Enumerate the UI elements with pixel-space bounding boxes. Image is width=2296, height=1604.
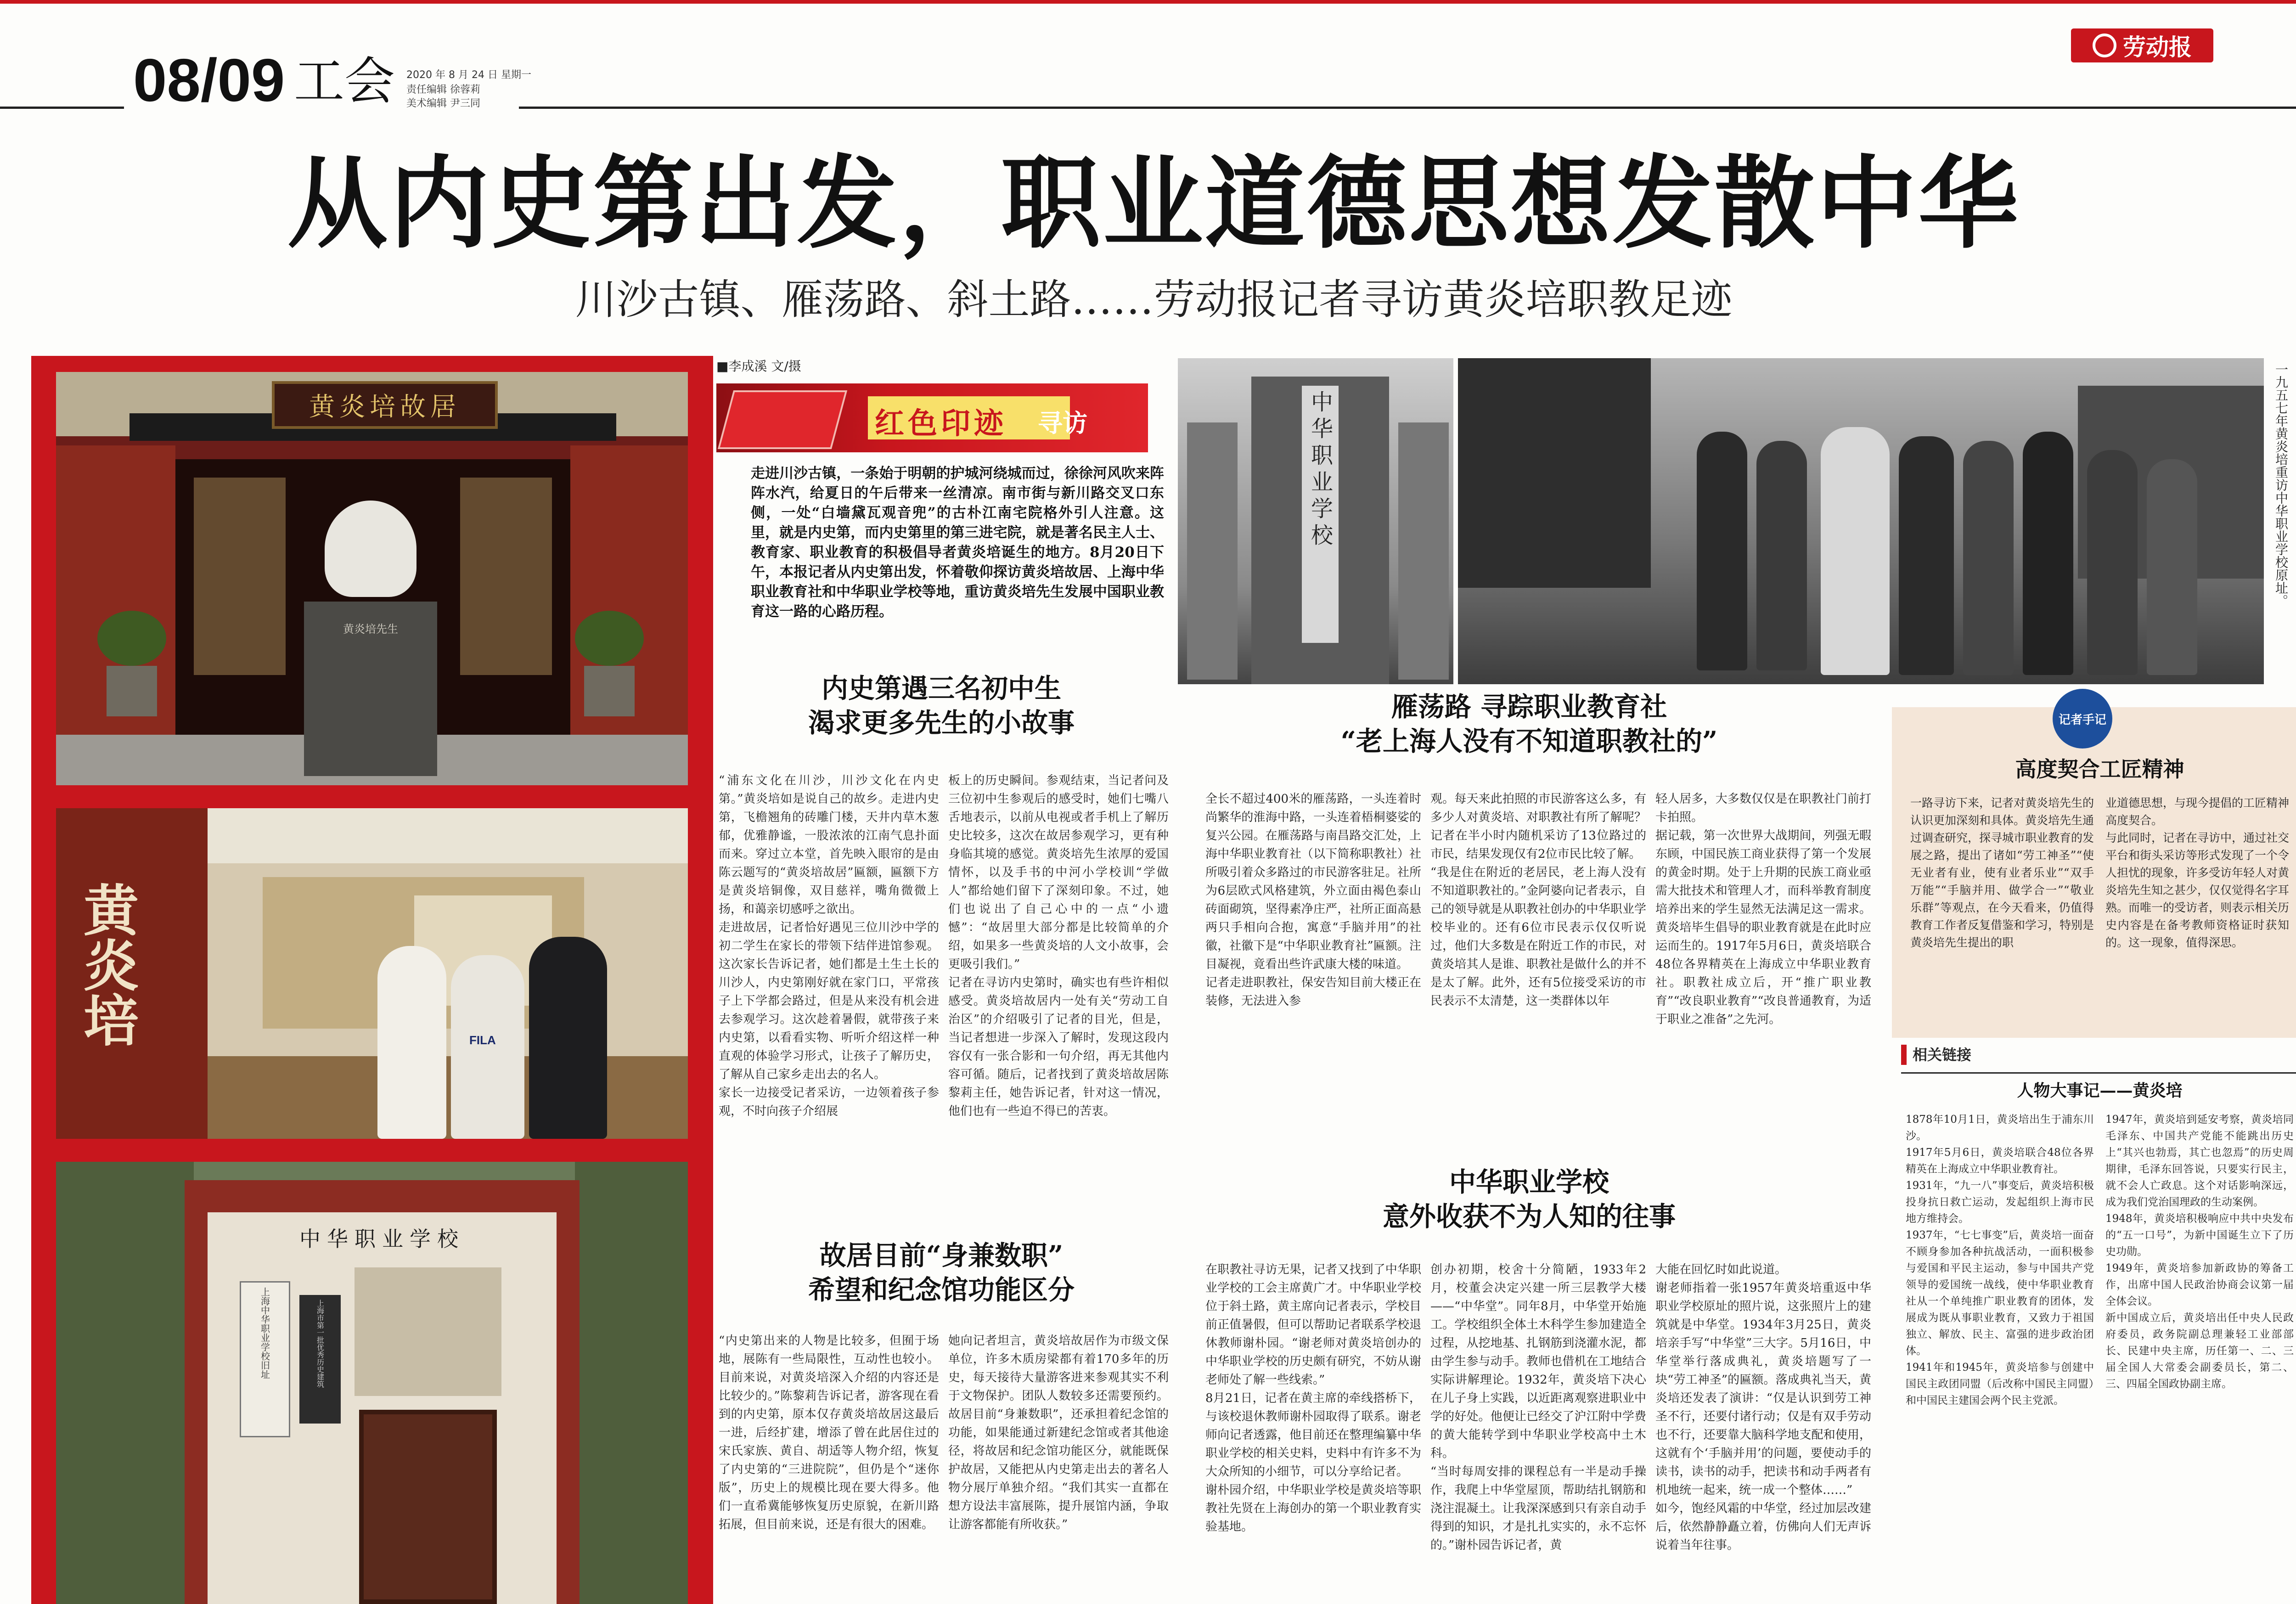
main-headline: 从内史第出发，职业道德思想发散中华 [287,145,2020,262]
bust-pedestal: 黄炎培先生 [304,602,437,776]
section2-column-1: “内史第出来的人物是比较多，但囿于场地，展陈有一些局限性，互动性也较小。目前来说，对黄炎培深入介绍的内容还是比较少的。”陈黎莉告诉记者，游客现在看到的内史第，原本仅存黄炎培故居这最后一进，后经扩建，增添了曾在此居住过的宋氏家族、黄自、胡适等人物介绍，恢复了内史第的“三进院院”，但仍是个“迷你版”，历史上的规模比现在要大得多。他们一直希冀能够恢复历史原貌，在新川路拓展，但目前来说，还是有很大的困难。 [719,1334,939,1531]
section3-title-2: “老上海人没有不知道职教社的” [1340,726,1718,757]
header-rule-left [0,107,124,109]
section4-column-3: 大能在回忆时如此说道。 谢老师指着一张1957年黄炎培重返中华职业学校原址的照片说，这张照片上的建筑就是中华堂。1934年3月25日，黄炎培亲手写“中华堂”三大字。5月16日，中华堂举行落成典礼，黄炎培题写了一块“劳工神圣”的匾额。落成典礼当天，黄炎培还发表了演讲：“仅是认识到劳工神圣不行，还要付诸行动；仅是有双手劳动也不行，还要靠大脑科学地支配和使用，这就有个‘手脑并用’的问题，要使动手的读书，读书的动手，把读书和动手两者有机地统一起来，统一成一个整体……” 如今，饱经风霜的中华堂，经过加层改建后，依然静静矗立着，仿佛向人们无声诉说着当年往事。 [1655,1263,1871,1552]
logo-icon [2093,34,2116,57]
student-2: FILA [451,955,524,1139]
reporter-note-title: 高度契合工匠精神 [2015,757,2184,782]
reporter-note-badge: 记者手记 [2053,689,2112,749]
related-link-bar [1901,1045,1907,1065]
photo-exhibition-students [56,808,688,1139]
crowd-figure [1697,432,1747,670]
photo-1957-visit-bw [1458,358,2264,684]
badge-flag-icon [718,390,847,449]
byline: ■李成溪 文/摄 [716,359,801,374]
reporter-note-col-1: 一路寻访下来，记者对黄炎培先生的认识更加深刻和具体。黄炎培先生通过调查研究，探寻城市职业教育的发展之路，提出了诸如“劳工神圣”“使无业者有业，使有业者乐业”“双手万能”“手脑并用、做学合一”“敬业乐群”等观点，在今天看来，仍值得教育工作者反复借鉴和学习，特别是黄炎培先生提出的职 [1910,796,2094,949]
bonsai-left [97,611,166,666]
crowd-figure [2147,459,2197,675]
photo-residence-gate [56,372,688,785]
header-rule-right [519,107,2296,109]
section3-column-1: 全长不超过400米的雁荡路，一头连着时尚繁华的淮海中路，一头连着梧桐婆娑的复兴公园。在雁荡路与南昌路交汇处，上海中华职业教育社（以下简称职教社）社所吸引着众多路过的市民游客驻足。社所为6层欧式风格建筑，外立面由褐色泰山砖面砌筑，坚得素净庄严，社所正面高悬两只手相向合抱，寓意“手脑并用”的社徽，社徽下是“中华职业教育社”匾额。注目凝视，竟看出些许武康大楼的味道。 记者走进职教社，保安告知目前大楼正在装修，无法进入参 [1205,792,1421,1008]
crowd-figure [2087,450,2138,675]
column-badge: 红色印迹 寻访 [716,383,1148,452]
logo-text: 劳动报 [2123,34,2192,61]
crowd-figure [1963,441,2014,675]
photo-caption-1957: 一九五七年黄炎培重访中华职业学校原址。 [2273,363,2289,607]
bw-school-sign: 中华职业学校 [1302,386,1339,643]
photo-school-building [56,1162,688,1604]
crowd-figure [1821,427,1890,675]
section2-column-2: 她向记者坦言，黄炎培故居作为市级文保单位，许多木质房梁都有着170多年的历史，每天接待大量游客进来参观其实不利于文物保护。团队人数较多还需要预约。故居目前“身兼数职”，还承担着纪念馆的功能，如果能通过新建纪念馆或者其他途径，将故居和纪念馆功能区分，就能既保护故居，又能把从内史第走出去的著名人物分展厅单独介绍。“我们其实一直都在想方设法丰富展陈，提升展馆内涵，争取让游客都能有所收获。” [948,1334,1169,1531]
school-sign: 中华职业学校 [299,1227,465,1251]
heritage-plaque-1: 上海中华职业学校旧址 [240,1281,290,1437]
section1-column-2: 板上的历史瞬间。参观结束，当记者问及三位初中生参观后的感受时，她们七嘴八舌地表示，以前从电视或者手机上了解历史比较多，这次在故居参观学习，更有种身临其境的感觉。黄炎培先生浓厚的爱国情怀，以及手书的中河小学校训“学做人”都给她们留下了深刻印象。不过，她们也说出了自己心中的一点“小遗憾”：“故居里大部分都是比较简单的介绍，如果多一些黄炎培的人文小故事，会更吸引我们。” 记者在寻访内史第时，确实也有些许相似感受。黄炎培故居内一处有关“劳动工自治区”的介绍吸引了记者的目光，但是，当记者想进一步深入了解时，发现这段内容仅有一张合影和一句介绍，再无其他内容可循。随后，记者找到了黄炎培故居陈黎莉主任，她告诉记者，针对这一情况，他们也有一些迫不得已的苦衷。 [948,774,1169,1118]
timeline-rule [1901,1072,2296,1074]
sub-headline: 川沙古镇、雁荡路、斜土路……劳动报记者寻访黄炎培职教足迹 [575,276,1733,324]
exhibit-banner: 黄炎培 [74,882,139,1047]
section3-column-2: 观。每天来此拍照的市民游客这么多，有多少人对黄炎培、对职教社有所了解呢？记者在半小时内随机采访了13位路过的市民，结果发现仅有2位市民比较了解。 “我是住在附近的老居民，老上海人没有不知道职教社的。”金阿婆向记者表示，自己的领导就是从职教社创办的中华职业学校毕业的。还有6位市民表示仅仅听说过，他们大多数是在附近工作的市民，对黄炎培其人是谁、职教社是做什么的并不是太了解。此外，还有5位接受采访的市民表示不太清楚，这一类群体以年 [1430,792,1646,1008]
lead-paragraph: 走进川沙古镇，一条始于明朝的护城河绕城而过，徐徐河风吹来阵阵水汽，给夏日的午后带来一丝清凉。南市街与新川路交叉口东侧，一处“白墙黛瓦观音兜”的古朴江南宅院格外引人注意。这里，就是内史第，而内史第里的第三进宅院，就是著名民主人士、教育家、职业教育的积极倡导者黄炎培诞生的地方。8月20日下午，本报记者从内史第出发，怀着敬仰探访黄炎培故居、上海中华职业教育社和中华职业学校等地，重访黄炎培先生发展中国职业教育这一路的心路历程。 [751,465,1164,620]
student-1 [377,946,446,1139]
related-link-label: 相关链接 [1913,1046,1972,1064]
crowd-figure [2023,432,2073,675]
crowd-figure [1899,436,1954,675]
timeline-col-2: 1947年，黄炎培到延安考察，黄炎培同毛泽东、中国共产党能不能跳出历史上“其兴也勃焉，其亡也忽焉”的历史周期律，毛泽东回答说，只要实行民主，就不会人亡政息。这个对话影响深远，成为我们党治国理政的生动案例。 1948年，黄炎培积极响应中共中央发布的“五一口号”，为新中国诞生立下了历史功勋。 1949年，黄炎培参加新政协的筹备工作，出席中国人民政治协商会议第一届全体会议。 新中国成立后，黄炎培出任中央人民政府委员，政务院副总理兼轻工业部部长、民建中央主席，历任第一、二、三届全国人大常委会副委员长，第二、三、四届全国政协副主席。 [2105,1114,2294,1390]
section3-column-3: 轻人居多，大多数仅仅是在职教社门前打卡拍照。 据记载，第一次世界大战期间，列强无暇东顾，中国民族工商业获得了第一个发展的黄金时期。处于上升期的民族工商业亟需大批技术和管理人才，而科举教育制度培养出来的学生显然无法满足这一需求。黄炎培毕生倡导的职业教育就是在此时应运而生的。1917年5月6日，黄炎培联合48位各界精英在上海成立中华职业教育社。职教社成立后，开“推广职业教育”“改良职业教育”“改良普通教育，为适于职业之准备”之先河。 [1655,792,1871,1026]
crowd-figure [1756,441,1807,670]
section4-column-1: 在职教社寻访无果，记者又找到了中华职业学校的工会主席黄广才。中华职业学校位于斜土路，黄主席向记者表示，学校目前正值暑假，但可以帮助记者联系学校退休教师谢朴园。“谢老师对黄炎培创办的中华职业学校的历史颇有研究，不妨从谢老师处了解一些线索。” 8月21日，记者在黄主席的牵线搭桥下，与该校退休教师谢朴园取得了联系。谢老师向记者透露，他目前还在整理编纂中华职业学校的相关史料，史料中有许多不为大众所知的小细节，可以分享给记者。 谢朴园介绍，中华职业学校是黄炎培等职教社先贤在上海创办的第一个职业教育实验基地。 [1205,1263,1421,1534]
section1-title-1: 内史第遇三名初中生 [821,673,1061,704]
issue-date: 2020 年 8 月 24 日 星期一 [406,69,531,81]
heritage-plaque-2: 上海市第一批优秀历史建筑 [299,1295,341,1424]
section1-title-2: 渴求更多先生的小故事 [808,707,1075,738]
section4-title-2: 意外收获不为人知的往事 [1382,1201,1676,1232]
editor-line-2: 美术编辑 尹三同 [406,98,480,109]
newspaper-logo [2071,28,2213,62]
school-door [359,1410,497,1604]
photo-historic-building-bw [1178,358,1453,684]
timeline-title: 人物大事记——黄炎培 [2017,1081,2183,1100]
top-red-strip [0,0,2296,4]
student-3 [529,937,607,1139]
section4-title-1: 中华职业学校 [1449,1166,1609,1198]
section2-title-1: 故居目前“身兼数职” [819,1240,1064,1271]
section2-title-2: 希望和纪念馆功能区分 [808,1274,1075,1306]
reporter-note-col-2: 业道德思想，与现今提倡的工匠精神高度契合。 与此同时，记者在寻访中，通过社交平台和街头采访等形式发现了一个令人担忧的现象，许多受访年轻人对黄炎培先生知之甚少，仅仅觉得名字耳熟。而唯一的受访者，则表示相关历史内容是在备考教师资格证时获知的。这一现象，值得深思。 [2105,796,2290,949]
bust-statue [325,501,416,597]
section4-column-2: 创办初期，校舍十分简陋，1933年2月，校董会决定兴建一所三层教学大楼——“中华堂”。同年8月，中华堂开始施工。学校组织全体土木科学生参加建造全过程，从挖地基、扎钢筋到浇灌水泥，都由学生参与动手。教师也借机在工地结合实际讲解理论。1932年，黄炎培下决心在儿子身上实践，以近距离观察进职业中学的好处。他便让已经交了沪江附中学费的黄大能转学到中华职业学校高中土木科。 “当时每周安排的课程总有一半是动手操作，我爬上中华堂屋顶，帮助结扎钢筋和浇注混凝土。让我深深感到只有亲自动手得到的知识，才是扎扎实实的，永不忘怀的。”谢朴园告诉记者，黄 [1430,1263,1646,1552]
timeline-col-1: 1878年10月1日，黄炎培出生于浦东川沙。 1917年5月6日，黄炎培联合48位各界精英在上海成立中华职业教育社。 1931年，“九一八”事变后，黄炎培积极投身抗日救亡运动，发起组织上海市民地方维持会。 1937年，“七七事变”后，黄炎培一面奋不顾身参加各种抗战活动，一面积极参与爱国和平民主运动，参与中国共产党领导的爱国统一战线，使中华职业教育社从一个单纯推广职业教育的团体，发展成为既从事职业教育，又致力于祖国独立、解放、民主、富强的进步政治团体。 1941年和1945年，黄炎培参与创建中国民主政团同盟（后改称中国民主同盟）和中国民主建国会两个民主党派。 [1906,1114,2094,1407]
section3-title-1: 雁荡路 寻踪职业教育社 [1391,691,1667,722]
section-name: 工会 [294,52,395,111]
bonsai-right [575,611,644,666]
section1-column-1: “浦东文化在川沙，川沙文化在内史第。”黄炎培如是说自己的故乡。走进内史第，飞檐翘角的砖雕门楼，天井内草木葱郁，优雅静谧，一股浓浓的江南气息扑面而来。穿过立本堂，首先映入眼帘的是由陈云题写的“黄炎培故居”匾额，匾额下方是黄炎培铜像，双目慈祥，嘴角微微上扬，和蔼亲切感呼之欲出。 走进故居，记者恰好遇见三位川沙中学的初二学生在家长的带领下结伴进馆参观。这次家长告诉记者，她们都是土生土长的川沙人，内史第刚好就在家门口，平常孩子上下学都会路过，但是从来没有机会进去参观学习。这次趁着暑假，就带孩子来内史第，以看看实物、听听介绍这样一种直观的体验学习形式，让孩子了解历史，了解从自己家乡走出去的名人。 家长一边接受记者采访，一边领着孩子参观，不时向孩子介绍展 [719,774,939,1118]
residence-plaque: 黄炎培故居 [272,381,498,429]
editor-line-1: 责任编辑 徐蓉莉 [406,84,480,96]
page-number: 08/09 [133,46,285,114]
